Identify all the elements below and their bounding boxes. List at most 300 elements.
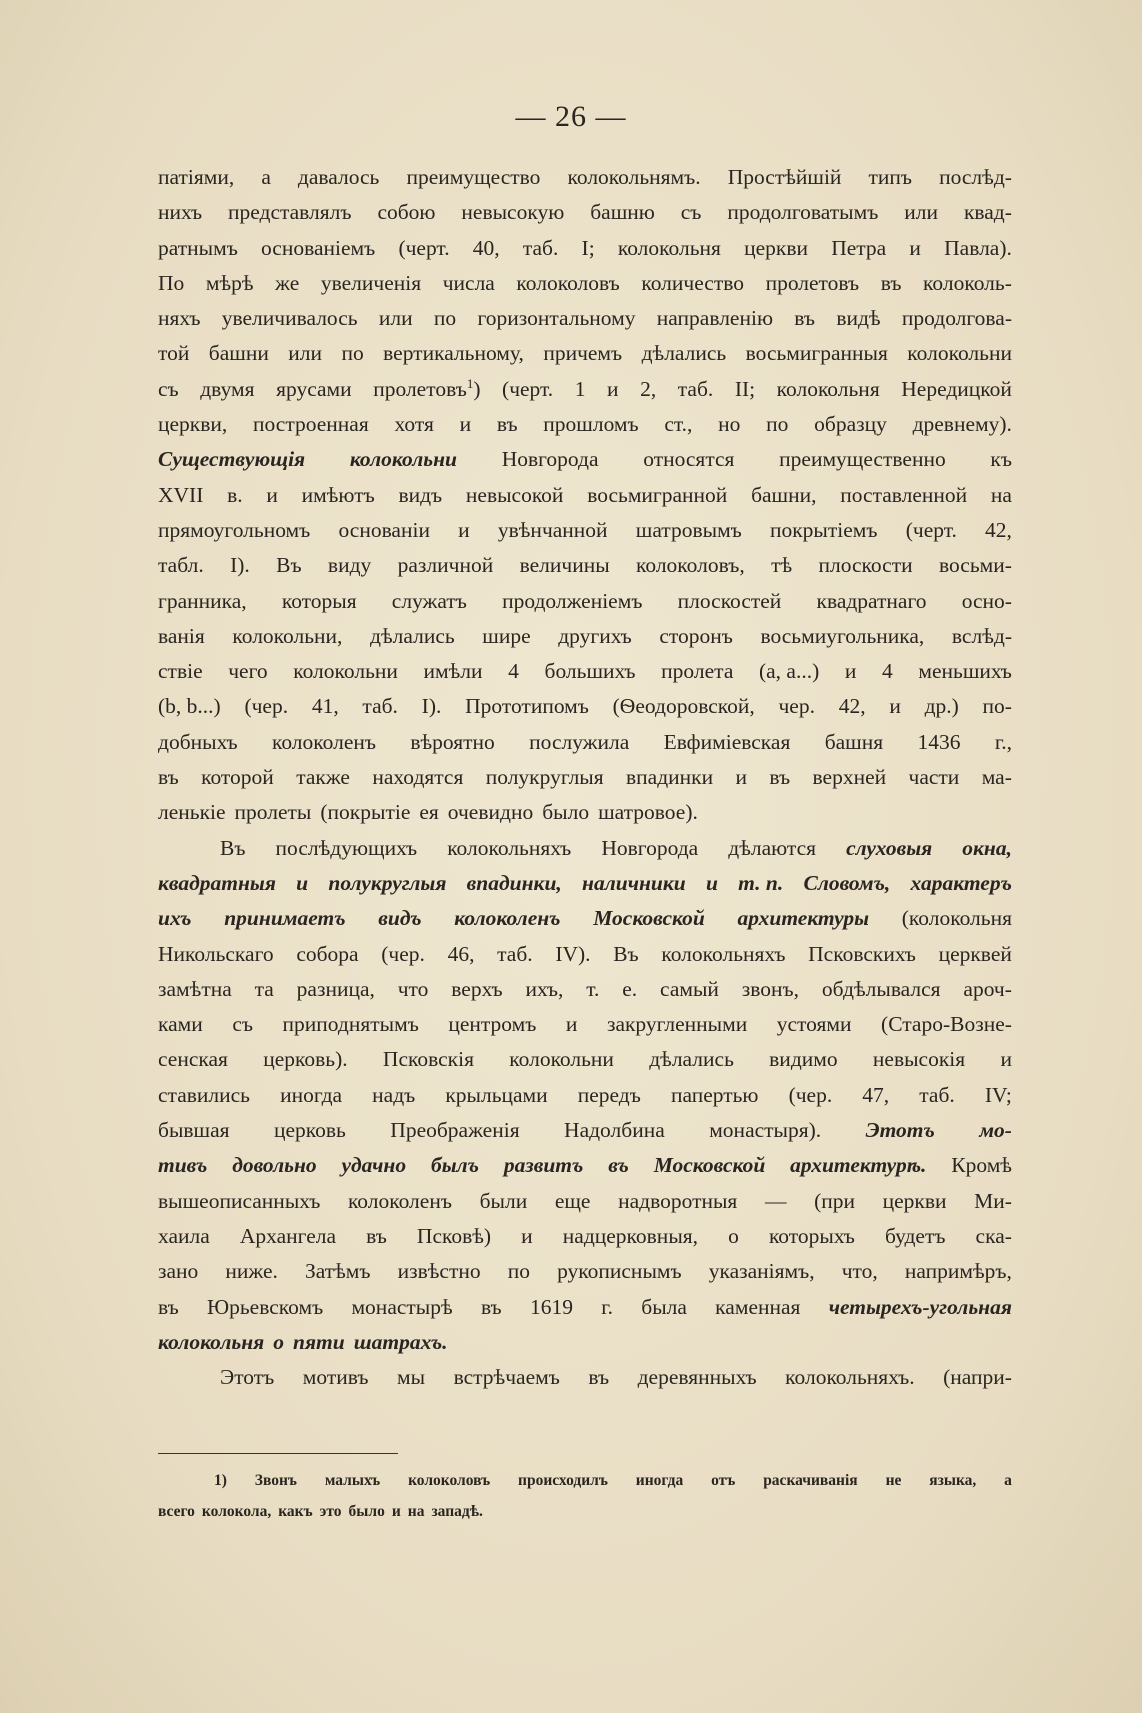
body-word: IV; <box>984 1082 1012 1107</box>
body-word: которыхъ <box>768 1223 855 1248</box>
body-word: башни, <box>751 482 817 507</box>
body-word: башни <box>208 341 269 366</box>
body-word: къ <box>990 447 1012 472</box>
body-word: 41, <box>311 694 339 719</box>
body-word: колокольня <box>158 1329 265 1354</box>
body-word: въ <box>769 765 791 790</box>
body-line <box>158 725 1012 760</box>
body-word: Новгорода <box>501 447 599 472</box>
body-word: или <box>904 200 939 225</box>
body-word: и <box>844 659 857 684</box>
body-word: деревянныхъ <box>637 1365 757 1390</box>
body-word: др.) <box>924 694 959 719</box>
body-word: закругленными <box>606 1012 748 1037</box>
body-word: 1 <box>574 376 586 401</box>
body-word: мѣрѣ <box>205 270 254 295</box>
body-word: горизонтальному <box>477 306 636 331</box>
footnote-word: какъ <box>278 1503 313 1520</box>
body-word: характеръ <box>910 870 1012 895</box>
body-line <box>158 937 1012 972</box>
body-word: таб. <box>677 376 714 401</box>
body-word: крыльцами <box>445 1082 548 1107</box>
footnote-word: всего <box>158 1503 195 1520</box>
body-word: Прототипомъ <box>465 694 589 719</box>
body-word: величины <box>519 553 610 578</box>
body-word: Этотъ <box>220 1365 275 1390</box>
body-word: невысокой <box>465 482 564 507</box>
footnote-word: не <box>885 1472 902 1489</box>
body-word: шатрахъ. <box>353 1329 448 1354</box>
body-word: покрытіемъ <box>769 517 878 542</box>
body-word: тивъ <box>158 1153 208 1178</box>
body-word: той <box>158 341 190 366</box>
body-line <box>158 1148 1012 1183</box>
body-word: Въ <box>613 941 639 966</box>
body-word: квад- <box>963 200 1012 225</box>
body-word: чего <box>228 659 268 684</box>
body-word: Московской <box>593 906 705 931</box>
body-word: церкви <box>882 1188 947 1213</box>
body-line <box>158 478 1012 513</box>
body-word: мы <box>397 1365 426 1390</box>
body-word: принимаетъ <box>224 906 346 931</box>
body-word: полукруглыя <box>328 870 447 895</box>
body-word: каменная <box>715 1294 801 1319</box>
body-word: другихъ <box>558 623 632 648</box>
body-word: видъ <box>398 482 443 507</box>
body-word: послѣдующихъ <box>275 835 418 860</box>
body-word: и <box>459 412 472 437</box>
body-word: (черт. <box>502 376 554 401</box>
body-word: 1436 <box>917 729 961 754</box>
body-word: Евфиміевская <box>663 729 791 754</box>
body-word: 46, <box>447 941 475 966</box>
body-word: части <box>908 765 960 790</box>
body-line <box>158 372 1012 407</box>
body-word: верхъ <box>451 976 503 1001</box>
body-word: та <box>254 976 274 1001</box>
body-word: дѣлались <box>649 1047 734 1072</box>
body-word: еще <box>554 1188 591 1213</box>
body-word: увеличенія <box>320 270 422 295</box>
body-word: 1619 <box>529 1294 573 1319</box>
body-word: Простѣйшій <box>727 165 842 189</box>
body-word: церкви <box>744 235 809 260</box>
body-word: продолговатымъ <box>727 200 879 225</box>
body-word: въ <box>158 765 179 790</box>
body-word: Надолбина <box>564 1118 665 1143</box>
body-word: ванія <box>158 623 205 648</box>
body-word: пролета <box>661 659 734 684</box>
body-word: находятся <box>372 765 464 790</box>
body-word: вслѣд- <box>951 623 1012 648</box>
body-word: г., <box>994 729 1012 754</box>
body-word: дѣлаются <box>728 835 817 860</box>
body-word: прямоугольномъ <box>158 517 311 542</box>
body-word: в. <box>227 482 243 507</box>
body-word: шатровымъ <box>635 517 742 542</box>
body-word: впадинки <box>626 765 714 790</box>
body-word: въ <box>794 306 816 331</box>
body-word: дѣлались <box>641 341 727 366</box>
body-word: колоколенъ <box>347 1188 452 1213</box>
body-word: четырехъ-угольная <box>828 1294 1012 1319</box>
body-word: колокольни <box>349 447 457 472</box>
body-word: колокольни <box>293 659 398 684</box>
body-word: звонъ, <box>741 976 800 1001</box>
body-line <box>158 266 1012 301</box>
body-word: (а, а...) <box>758 659 820 684</box>
body-word: Павла). <box>944 235 1012 260</box>
body-word: (чер. <box>788 1082 833 1107</box>
body-word: служатъ <box>391 588 467 613</box>
footnote-word: языка, <box>929 1472 977 1489</box>
body-line <box>158 301 1012 336</box>
body-word: тѣ <box>771 553 793 578</box>
body-line <box>158 231 1012 266</box>
body-word: и <box>735 765 748 790</box>
body-word: разница, <box>296 976 375 1001</box>
body-word: Преображенія <box>390 1118 520 1143</box>
body-word: ярусами <box>276 376 352 401</box>
body-word: (черт. <box>398 235 450 260</box>
body-line <box>158 548 1012 583</box>
body-word: и <box>1000 1047 1012 1072</box>
footnote-word: и <box>391 1503 401 1520</box>
body-word: Петра <box>831 235 887 260</box>
body-word: ихъ, <box>525 976 564 1001</box>
body-word: что, <box>841 1259 878 1284</box>
body-word: 4 <box>508 659 519 684</box>
body-word: иногда <box>280 1082 343 1107</box>
body-word: о <box>728 1223 739 1248</box>
body-word: Въ <box>276 553 302 578</box>
body-word: и <box>458 517 470 542</box>
body-line <box>158 795 1012 830</box>
body-word: вертикальному, <box>383 341 524 366</box>
body-word: Кромѣ <box>951 1153 1012 1178</box>
body-line <box>158 689 1012 724</box>
body-word: встрѣчаемъ <box>453 1365 560 1390</box>
body-word: ихъ <box>158 906 192 931</box>
body-word: имѣютъ <box>301 482 375 507</box>
body-word: различной <box>397 553 494 578</box>
body-word: извѣстно <box>397 1259 481 1284</box>
body-line <box>158 442 1012 477</box>
body-word: II; <box>734 376 756 401</box>
body-word: поставленной <box>840 482 968 507</box>
body-word: образцу <box>814 412 887 437</box>
body-word: также <box>296 765 350 790</box>
body-word: хотя <box>394 412 434 437</box>
body-word: надворотныя <box>618 1188 738 1213</box>
body-line <box>158 1007 1012 1042</box>
body-text <box>158 160 1012 1395</box>
body-word: съ <box>680 200 702 225</box>
body-word: колокольни, <box>232 623 343 648</box>
body-word: а <box>261 165 271 189</box>
footnote-word: колокола, <box>201 1503 272 1520</box>
footnote-word: западѣ. <box>431 1503 483 1520</box>
body-line <box>158 831 1012 866</box>
body-word: имѣли <box>423 659 483 684</box>
body-word: видѣ <box>836 306 881 331</box>
footnote-word: колоколовъ <box>408 1472 491 1489</box>
body-word: т. <box>586 976 600 1001</box>
body-word: Новгорода <box>601 835 699 860</box>
body-word: таб. <box>497 941 533 966</box>
body-word: увѣнчанной <box>497 517 608 542</box>
body-word: собою <box>377 200 436 225</box>
body-word: развитъ <box>503 1153 584 1178</box>
body-word: няхъ <box>158 306 201 331</box>
body-word: папертью <box>670 1082 759 1107</box>
body-line <box>158 1254 1012 1289</box>
body-word: чер. <box>778 694 815 719</box>
body-word: и <box>296 870 309 895</box>
body-word: былъ <box>430 1153 479 1178</box>
body-word: и <box>607 376 619 401</box>
body-word: въ <box>880 270 902 295</box>
body-word: ея <box>419 800 439 825</box>
body-word: I). <box>421 694 442 719</box>
body-word: таб. <box>522 235 559 260</box>
body-word: гранника, <box>158 588 247 613</box>
body-word: 42, <box>838 694 866 719</box>
body-line <box>158 160 1012 195</box>
body-word: продолгова- <box>901 306 1012 331</box>
body-word: колокольняхъ <box>447 835 572 860</box>
body-word: съ <box>158 376 179 401</box>
body-word: архитектуры <box>737 906 870 931</box>
body-word: направленію <box>656 306 774 331</box>
body-word: ст., <box>664 412 693 437</box>
body-word: Словомъ, <box>803 870 891 895</box>
body-word: (чер. <box>244 694 289 719</box>
body-word: 47, <box>862 1082 890 1107</box>
body-word: плоскостей <box>677 588 782 613</box>
body-word: сторонъ <box>659 623 733 648</box>
footnote <box>158 1465 1012 1527</box>
body-word: представлялъ <box>227 200 352 225</box>
body-word: большихъ <box>544 659 636 684</box>
body-word: вѣроятно <box>410 729 495 754</box>
body-word: квадратнаго <box>816 588 927 613</box>
body-line <box>158 1360 1012 1395</box>
body-word: наличники <box>582 870 686 895</box>
body-word: Затѣмъ <box>304 1259 371 1284</box>
body-word: напримѣръ, <box>904 1259 1012 1284</box>
footnote-word: это <box>319 1503 342 1520</box>
body-word: были <box>479 1188 528 1213</box>
body-word: Псковскія <box>382 1047 474 1072</box>
body-word: плоскости <box>818 553 913 578</box>
body-word: 42, <box>985 517 1012 542</box>
body-word: вышеописанныхъ <box>158 1188 321 1213</box>
body-word: восьми- <box>938 553 1012 578</box>
body-line <box>158 584 1012 619</box>
body-word: восьмигранной <box>587 482 728 507</box>
body-word: ароч- <box>963 976 1012 1001</box>
body-word: построенная <box>253 412 369 437</box>
body-word: ска- <box>975 1223 1012 1248</box>
body-word: ма- <box>981 765 1012 790</box>
body-word: замѣтна <box>158 976 232 1001</box>
footnote-word: а <box>1004 1472 1012 1489</box>
body-word: и <box>266 482 278 507</box>
body-word: довольно <box>232 1153 317 1178</box>
body-word: ратнымъ <box>158 235 238 260</box>
body-line <box>158 901 1012 936</box>
body-word: невысокую <box>461 200 565 225</box>
body-word: (чер. <box>381 941 425 966</box>
body-word: восьмиугольника, <box>760 623 925 648</box>
body-word: или <box>378 306 413 331</box>
body-word: Никольскаго <box>158 941 274 966</box>
body-word: ствіе <box>158 659 203 684</box>
body-word: что <box>397 976 429 1001</box>
body-word: ставились <box>158 1082 250 1107</box>
body-word: полукруглыя <box>485 765 604 790</box>
body-word: Этотъ <box>865 1118 935 1143</box>
body-word: надцерковныя, <box>562 1223 699 1248</box>
body-line <box>158 1078 1012 1113</box>
body-word: типъ <box>868 165 913 189</box>
body-line <box>158 1325 1012 1360</box>
body-word: бывшая <box>158 1118 230 1143</box>
body-word: двумя <box>200 376 255 401</box>
body-word: е. <box>622 976 638 1001</box>
body-word: башню <box>590 200 655 225</box>
body-word: и <box>521 1223 533 1248</box>
body-word: мотивъ <box>302 1365 369 1390</box>
body-word: колокольняхъ. <box>785 1365 915 1390</box>
body-word: зано <box>158 1259 199 1284</box>
body-word: дѣлались <box>370 623 455 648</box>
body-word: г. <box>601 1294 613 1319</box>
body-word: прошломъ <box>543 412 639 437</box>
body-word: въ <box>608 1153 629 1178</box>
body-word: (черт. <box>905 517 957 542</box>
footnote-line <box>158 1496 1012 1527</box>
body-word: таб. <box>362 694 398 719</box>
body-word: Московской <box>653 1153 766 1178</box>
body-line <box>158 1184 1012 1219</box>
body-word: 40, <box>472 235 500 260</box>
body-word: пролетовъ$^1$) <box>373 375 481 401</box>
body-word: и <box>889 694 901 719</box>
body-word: въ <box>480 1294 502 1319</box>
body-word: колокольня <box>776 376 880 401</box>
body-word: по <box>766 412 789 437</box>
body-word: на <box>990 482 1012 507</box>
body-word: колоколовъ, <box>636 553 745 578</box>
body-word: причемъ <box>543 341 623 366</box>
body-line <box>158 1290 1012 1325</box>
body-word: церковь <box>273 1118 346 1143</box>
body-word: колоколовъ <box>516 270 620 295</box>
body-word: колокольни <box>509 1047 614 1072</box>
body-word: видимо <box>769 1047 838 1072</box>
body-word: рукописнымъ <box>557 1259 682 1284</box>
body-word: архитектурѣ. <box>790 1153 927 1178</box>
body-word: — <box>764 1188 787 1213</box>
body-word: древнему). <box>912 412 1012 437</box>
body-word: (покрытіе <box>320 800 411 825</box>
body-word: въ <box>366 1223 387 1248</box>
body-line <box>158 760 1012 795</box>
body-line <box>158 1042 1012 1077</box>
body-word: впадинки, <box>466 870 562 895</box>
footnote-word: на <box>407 1503 425 1520</box>
body-word: добныхъ <box>158 729 238 754</box>
body-word: но <box>718 412 741 437</box>
footnote-rule <box>158 1453 398 1454</box>
footnote-line <box>158 1465 1012 1496</box>
body-word: Архангела <box>239 1223 337 1248</box>
body-word: ниже. <box>225 1259 278 1284</box>
body-word: (напри- <box>943 1365 1012 1390</box>
body-word: по <box>433 306 457 331</box>
body-word: пролетовъ <box>765 270 860 295</box>
body-line <box>158 866 1012 901</box>
body-word: верхней <box>812 765 887 790</box>
body-word: церквей <box>938 941 1012 966</box>
body-word: относятся <box>643 447 735 472</box>
body-word: колокольнямъ. <box>567 165 701 189</box>
body-word: увеличивалось <box>221 306 358 331</box>
body-word: Въ <box>220 835 246 860</box>
body-word: колокольняхъ <box>661 941 786 966</box>
body-line <box>158 619 1012 654</box>
body-word: восьмигранныя <box>745 341 888 366</box>
body-word: послѣд- <box>939 165 1012 189</box>
body-word: (Старо-Возне- <box>881 1012 1012 1037</box>
body-word: виду <box>327 553 372 578</box>
body-word: меньшихъ <box>918 659 1012 684</box>
body-word: въ <box>158 1294 179 1319</box>
body-word: церкви, <box>158 412 228 437</box>
body-line <box>158 654 1012 689</box>
body-word: монастыря). <box>709 1118 822 1143</box>
body-word: шире <box>482 623 531 648</box>
body-word: основаніемъ <box>261 235 376 260</box>
footnote-word: происходилъ <box>518 1472 608 1489</box>
body-word: хаила <box>158 1223 210 1248</box>
footnote-word: 1) <box>214 1472 227 1489</box>
body-word: по- <box>982 694 1012 719</box>
body-word: сенская <box>158 1047 228 1072</box>
body-word: колоколенъ <box>454 906 561 931</box>
footnote-word: было <box>348 1503 385 1520</box>
body-word: самый <box>660 976 719 1001</box>
body-word: колоколь- <box>923 270 1012 295</box>
body-word: была <box>641 1294 687 1319</box>
body-word: колокольни <box>907 341 1012 366</box>
body-line <box>158 407 1012 442</box>
footnote-word: Звонъ <box>254 1472 297 1489</box>
body-line <box>158 195 1012 230</box>
body-word: пяти <box>293 1329 345 1354</box>
body-word: табл. <box>158 553 204 578</box>
body-word: надъ <box>372 1082 416 1107</box>
body-word: По <box>158 270 185 295</box>
body-word: видъ <box>378 906 422 931</box>
body-word: числа <box>442 270 495 295</box>
body-word: колокольня <box>617 235 721 260</box>
body-word: Псковѣ) <box>416 1223 492 1248</box>
body-word: 2, <box>640 376 657 401</box>
